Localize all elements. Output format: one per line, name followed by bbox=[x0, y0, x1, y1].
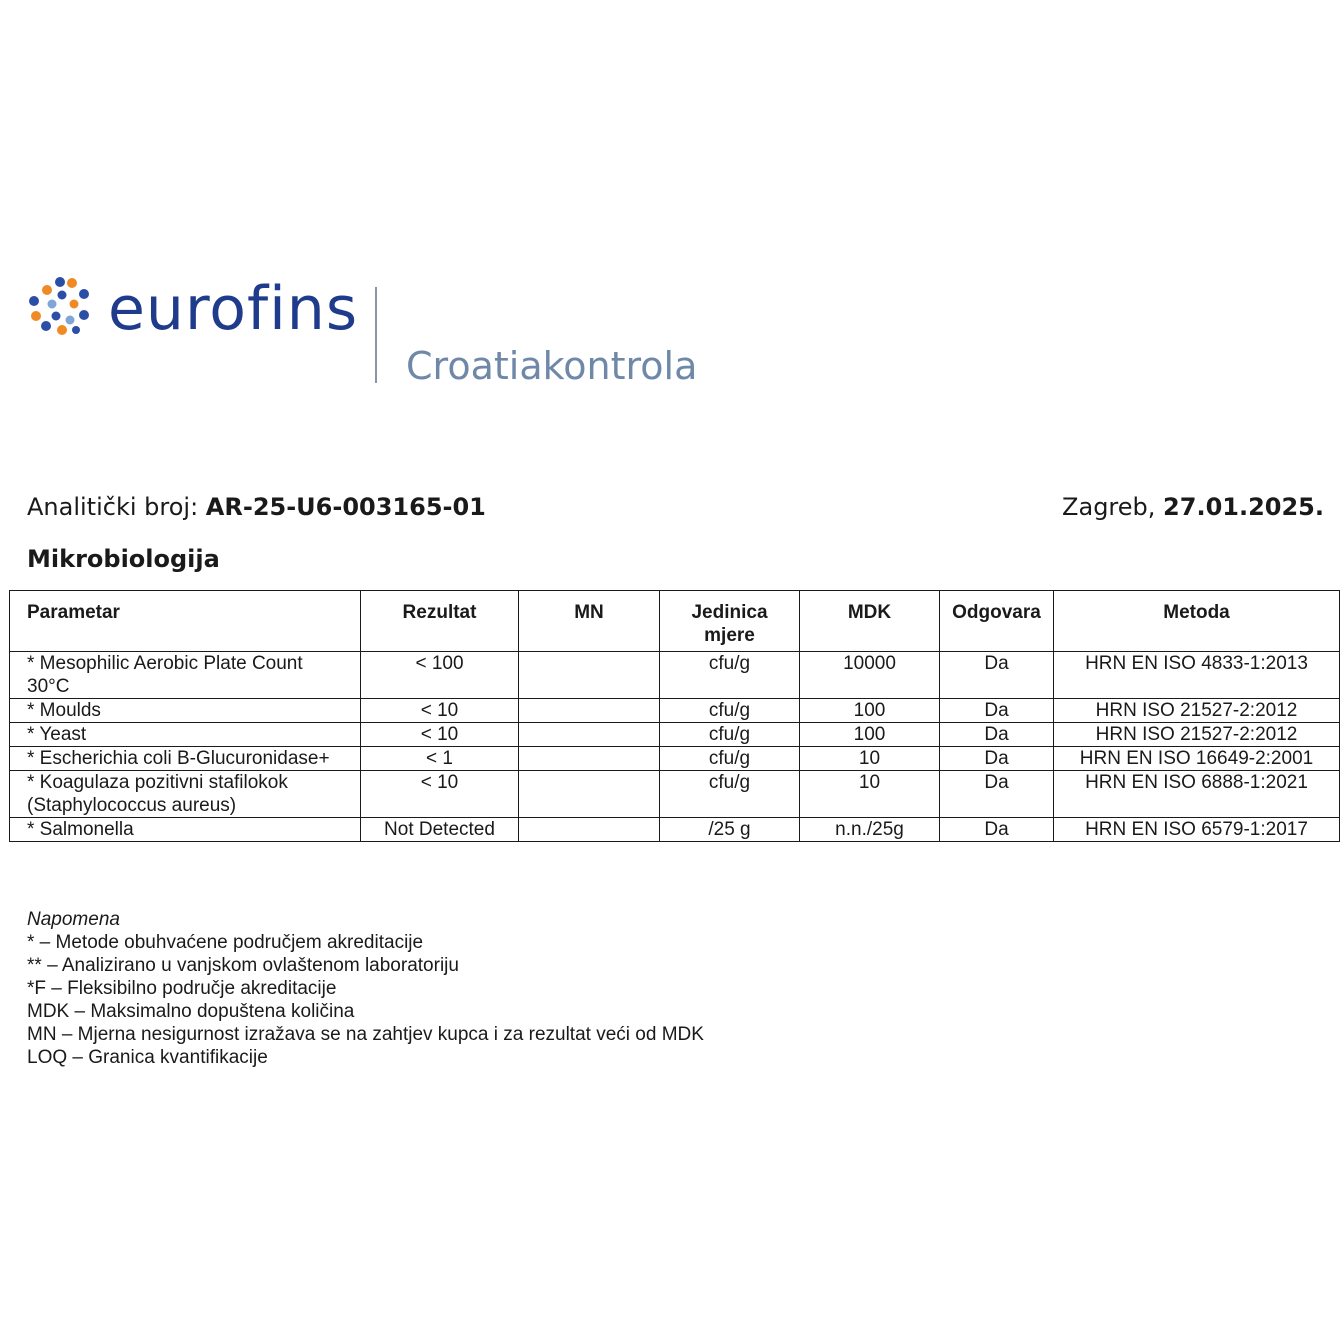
section-title: Mikrobiologija bbox=[27, 545, 220, 573]
column-header: Odgovara bbox=[940, 591, 1054, 652]
note-line: * – Metode obuhvaćene područjem akreditacije bbox=[27, 932, 424, 953]
mdk-cell: 10 bbox=[800, 747, 940, 771]
mn-cell bbox=[519, 699, 660, 723]
brand-name: eurofins bbox=[108, 274, 359, 344]
unit-cell: cfu/g bbox=[660, 723, 800, 747]
eurofins-dots-icon bbox=[26, 274, 92, 340]
mdk-cell: 100 bbox=[800, 723, 940, 747]
result-cell: < 100 bbox=[361, 652, 519, 699]
column-header: MN bbox=[519, 591, 660, 652]
unit-cell: cfu/g bbox=[660, 652, 800, 699]
table-row bbox=[10, 652, 1340, 699]
note-line: MN – Mjerna nesigurnost izražava se na zahtjev kupca i za rezultat veći od MDK bbox=[27, 1024, 704, 1045]
method-cell: HRN EN ISO 4833-1:2013 bbox=[1054, 652, 1340, 699]
result-cell: < 10 bbox=[361, 771, 519, 818]
note-line: LOQ – Granica kvantifikacije bbox=[27, 1047, 268, 1068]
analysis-label: Analitički broj: bbox=[27, 493, 199, 521]
method-cell: HRN ISO 21527-2:2012 bbox=[1054, 723, 1340, 747]
param-cell: * Moulds bbox=[10, 699, 361, 723]
column-header: Rezultat bbox=[361, 591, 519, 652]
table-row bbox=[10, 699, 1340, 723]
match-cell: Da bbox=[940, 818, 1054, 842]
report-date: 27.01.2025. bbox=[1163, 493, 1324, 521]
note-line: ** – Analizirano u vanjskom ovlaštenom laboratoriju bbox=[27, 955, 459, 976]
mn-cell bbox=[519, 747, 660, 771]
mn-cell bbox=[519, 818, 660, 842]
notes-title: Napomena bbox=[27, 909, 120, 930]
match-cell: Da bbox=[940, 723, 1054, 747]
mdk-cell: 10000 bbox=[800, 652, 940, 699]
match-cell: Da bbox=[940, 747, 1054, 771]
results-table bbox=[9, 590, 1340, 842]
result-cell: < 10 bbox=[361, 699, 519, 723]
place: Zagreb, bbox=[1062, 493, 1156, 521]
column-header: Metoda bbox=[1054, 591, 1340, 652]
table-row bbox=[10, 723, 1340, 747]
table-row bbox=[10, 771, 1340, 818]
param-cell: * Koagulaza pozitivni stafilokok (Staphylococcus aureus) bbox=[10, 771, 361, 818]
result-cell: < 10 bbox=[361, 723, 519, 747]
param-cell: * Yeast bbox=[10, 723, 361, 747]
note-line: MDK – Maksimalno dopuštena količina bbox=[27, 1001, 355, 1022]
unit-cell: cfu/g bbox=[660, 747, 800, 771]
unit-cell: cfu/g bbox=[660, 771, 800, 818]
mn-cell bbox=[519, 771, 660, 818]
mdk-cell: 100 bbox=[800, 699, 940, 723]
mdk-cell: n.n./25g bbox=[800, 818, 940, 842]
notes-block bbox=[27, 908, 704, 1069]
mn-cell bbox=[519, 723, 660, 747]
column-header: Jedinica mjere bbox=[660, 591, 800, 652]
note-line: *F – Fleksibilno područje akreditacije bbox=[27, 978, 337, 999]
table-header-row bbox=[10, 591, 1340, 652]
analysis-number-line bbox=[27, 490, 486, 524]
method-cell: HRN ISO 21527-2:2012 bbox=[1054, 699, 1340, 723]
result-cell: Not Detected bbox=[361, 818, 519, 842]
match-cell: Da bbox=[940, 699, 1054, 723]
subbrand-name: Croatiakontrola bbox=[406, 344, 698, 388]
param-cell: * Mesophilic Aerobic Plate Count 30°C bbox=[10, 652, 361, 699]
mn-cell bbox=[519, 652, 660, 699]
method-cell: HRN EN ISO 16649-2:2001 bbox=[1054, 747, 1340, 771]
method-cell: HRN EN ISO 6888-1:2021 bbox=[1054, 771, 1340, 818]
column-header: MDK bbox=[800, 591, 940, 652]
logo-divider bbox=[375, 287, 377, 383]
unit-cell: cfu/g bbox=[660, 699, 800, 723]
result-cell: < 1 bbox=[361, 747, 519, 771]
method-cell: HRN EN ISO 6579-1:2017 bbox=[1054, 818, 1340, 842]
match-cell: Da bbox=[940, 652, 1054, 699]
eurofins-logo bbox=[26, 270, 698, 400]
place-date-line bbox=[1062, 490, 1324, 524]
table-row bbox=[10, 818, 1340, 842]
param-cell: * Escherichia coli B-Glucuronidase+ bbox=[10, 747, 361, 771]
column-header: Parametar bbox=[10, 591, 361, 652]
param-cell: * Salmonella bbox=[10, 818, 361, 842]
match-cell: Da bbox=[940, 771, 1054, 818]
analysis-number: AR-25-U6-003165-01 bbox=[205, 493, 486, 521]
mdk-cell: 10 bbox=[800, 771, 940, 818]
unit-cell: /25 g bbox=[660, 818, 800, 842]
table-row bbox=[10, 747, 1340, 771]
report-meta bbox=[27, 490, 1324, 526]
